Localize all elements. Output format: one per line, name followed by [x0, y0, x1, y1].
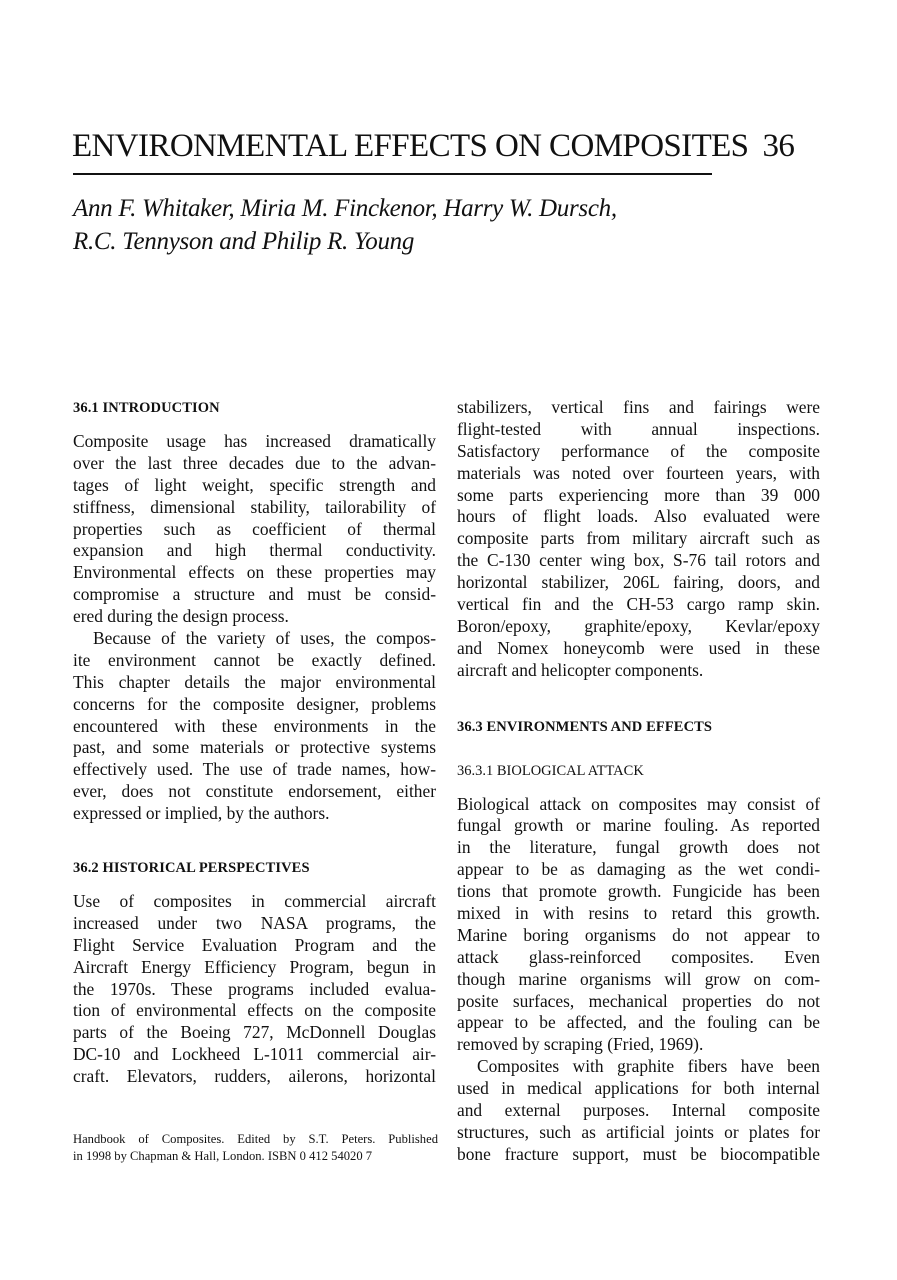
text-line: bone fracture support, must be biocompatible	[457, 1143, 820, 1164]
text-line: aircraft and helicopter components.	[457, 659, 704, 680]
text-line: parts of the Boeing 727, McDonnell Douglas	[73, 1022, 436, 1043]
text-line: in the literature, fungal growth does not	[457, 837, 820, 858]
text-line: horizontal stabilizer, 206L fairing, doors, and	[457, 572, 820, 593]
chapter-title	[72, 128, 794, 164]
paragraph-historical-right	[457, 397, 820, 682]
text-line: Marine boring organisms do not appear to	[457, 924, 820, 945]
section-heading-36-1: 36.1 INTRODUCTION	[73, 400, 220, 416]
section-heading-36-3: 36.3 ENVIRONMENTS AND EFFECTS	[457, 718, 713, 735]
text-line: appear to be as damaging as the wet condi-	[457, 859, 820, 880]
text-line: effectively used. The use of trade names, how-	[73, 759, 436, 780]
text-line: mixed in with resins to retard this growth.	[457, 903, 820, 924]
authors-line: R.C. Tennyson and Philip R. Young	[73, 228, 415, 255]
authors-line: Ann F. Whitaker, Miria M. Finckenor, Harry W. Dursch,	[73, 195, 617, 222]
text-line: properties such as coefficient of thermal	[73, 518, 436, 539]
text-line: Environmental effects on these properties may	[73, 562, 436, 583]
title-rule	[73, 173, 712, 175]
subsection-heading-36-3-1: 36.3.1 BIOLOGICAL ATTACK	[457, 762, 644, 779]
text-line: some parts experiencing more than 39 000	[457, 484, 820, 505]
text-line: the 1970s. These programs included evalua-	[73, 978, 436, 999]
text-line: increased under two NASA programs, the	[73, 912, 436, 933]
section-heading-36-2: 36.2 HISTORICAL PERSPECTIVES	[73, 860, 310, 877]
text-line: posite surfaces, mechanical properties do not	[457, 990, 820, 1011]
text-line: vertical fin and the CH-53 cargo ramp skin.	[457, 594, 820, 615]
text-line: over the last three decades due to the advan-	[73, 452, 436, 473]
right-column	[457, 397, 820, 1166]
text-line: compromise a structure and must be consid-	[73, 584, 436, 605]
text-line: used in medical applications for both internal	[457, 1078, 820, 1099]
text-line: removed by scraping (Fried, 1969).	[457, 1034, 704, 1055]
text-line: and Nomex honeycomb were used in these	[457, 637, 820, 658]
text-line: stiffness, dimensional stability, tailorability of	[73, 496, 436, 517]
text-line: fungal growth or marine fouling. As reported	[457, 815, 820, 836]
text-line: stabilizers, vertical fins and fairings were	[457, 397, 820, 417]
text-line: tion of environmental effects on the composite	[73, 1000, 436, 1021]
paragraph-intro-1	[73, 431, 436, 628]
chapter-title-text: ENVIRONMENTAL EFFECTS ON COMPOSITES	[72, 128, 749, 164]
text-line: flight-tested with annual inspections.	[457, 418, 820, 439]
text-line: though marine organisms will grow on com-	[457, 968, 820, 989]
text-line: Boron/epoxy, graphite/epoxy, Kevlar/epoxy	[457, 615, 820, 636]
footnote-line: Handbook of Composites. Edited by S.T. Peters. Published	[73, 1132, 438, 1146]
text-line: the C-130 center wing box, S-76 tail rotors and	[457, 550, 820, 571]
paragraph-historical-left	[73, 891, 436, 1088]
text-line: Use of composites in commercial aircraft	[73, 891, 436, 912]
chapter-number: 36	[762, 128, 795, 164]
text-line: This chapter details the major environmental	[73, 671, 436, 692]
text-line: and external purposes. Internal composite	[457, 1100, 820, 1121]
text-line: expansion and high thermal conductivity.	[73, 540, 436, 561]
text-line: Composite usage has increased dramatically	[73, 431, 436, 451]
text-line: structures, such as artificial joints or plates for	[457, 1121, 820, 1142]
text-line: Because of the variety of uses, the compos-	[93, 628, 436, 649]
footnote	[73, 1131, 438, 1165]
text-line: appear to be affected, and the fouling can be	[457, 1012, 820, 1033]
text-line: Composites with graphite fibers have been	[477, 1056, 820, 1077]
text-line: materials was noted over fourteen years, with	[457, 462, 820, 483]
authors	[73, 192, 617, 258]
text-line: Flight Service Evaluation Program and the	[73, 934, 436, 955]
text-line: tages of light weight, specific strength and	[73, 474, 436, 495]
text-line: concerns for the composite designer, problems	[73, 693, 436, 714]
text-line: Aircraft Energy Efficiency Program, begun in	[73, 956, 436, 977]
text-line: past, and some materials or protective systems	[73, 737, 436, 758]
text-line: attack glass-reinforced composites. Even	[457, 946, 820, 967]
text-line: DC-10 and Lockheed L-1011 commercial air-	[73, 1044, 436, 1065]
left-column	[73, 397, 436, 1088]
text-line: composite parts from military aircraft such as	[457, 528, 820, 549]
text-line: ever, does not constitute endorsement, either	[73, 781, 436, 802]
text-line: expressed or implied, by the authors.	[73, 803, 330, 824]
paragraph-biological-1	[457, 794, 820, 1057]
footnote-line: in 1998 by Chapman & Hall, London. ISBN 0 412 54020 7	[73, 1149, 373, 1163]
text-line: hours of flight loads. Also evaluated were	[457, 506, 820, 527]
text-line: craft. Elevators, rudders, ailerons, horizontal	[73, 1066, 436, 1087]
text-line: tions that promote growth. Fungicide has been	[457, 881, 820, 902]
text-line: ered during the design process.	[73, 606, 289, 627]
text-line: encountered with these environments in the	[73, 715, 436, 736]
text-line: ite environment cannot be exactly defined.	[73, 649, 436, 670]
text-line: Satisfactory performance of the composite	[457, 440, 820, 461]
paragraph-intro-2	[73, 628, 436, 825]
paragraph-biological-2	[457, 1056, 820, 1165]
text-line: Biological attack on composites may consist of	[457, 793, 820, 814]
